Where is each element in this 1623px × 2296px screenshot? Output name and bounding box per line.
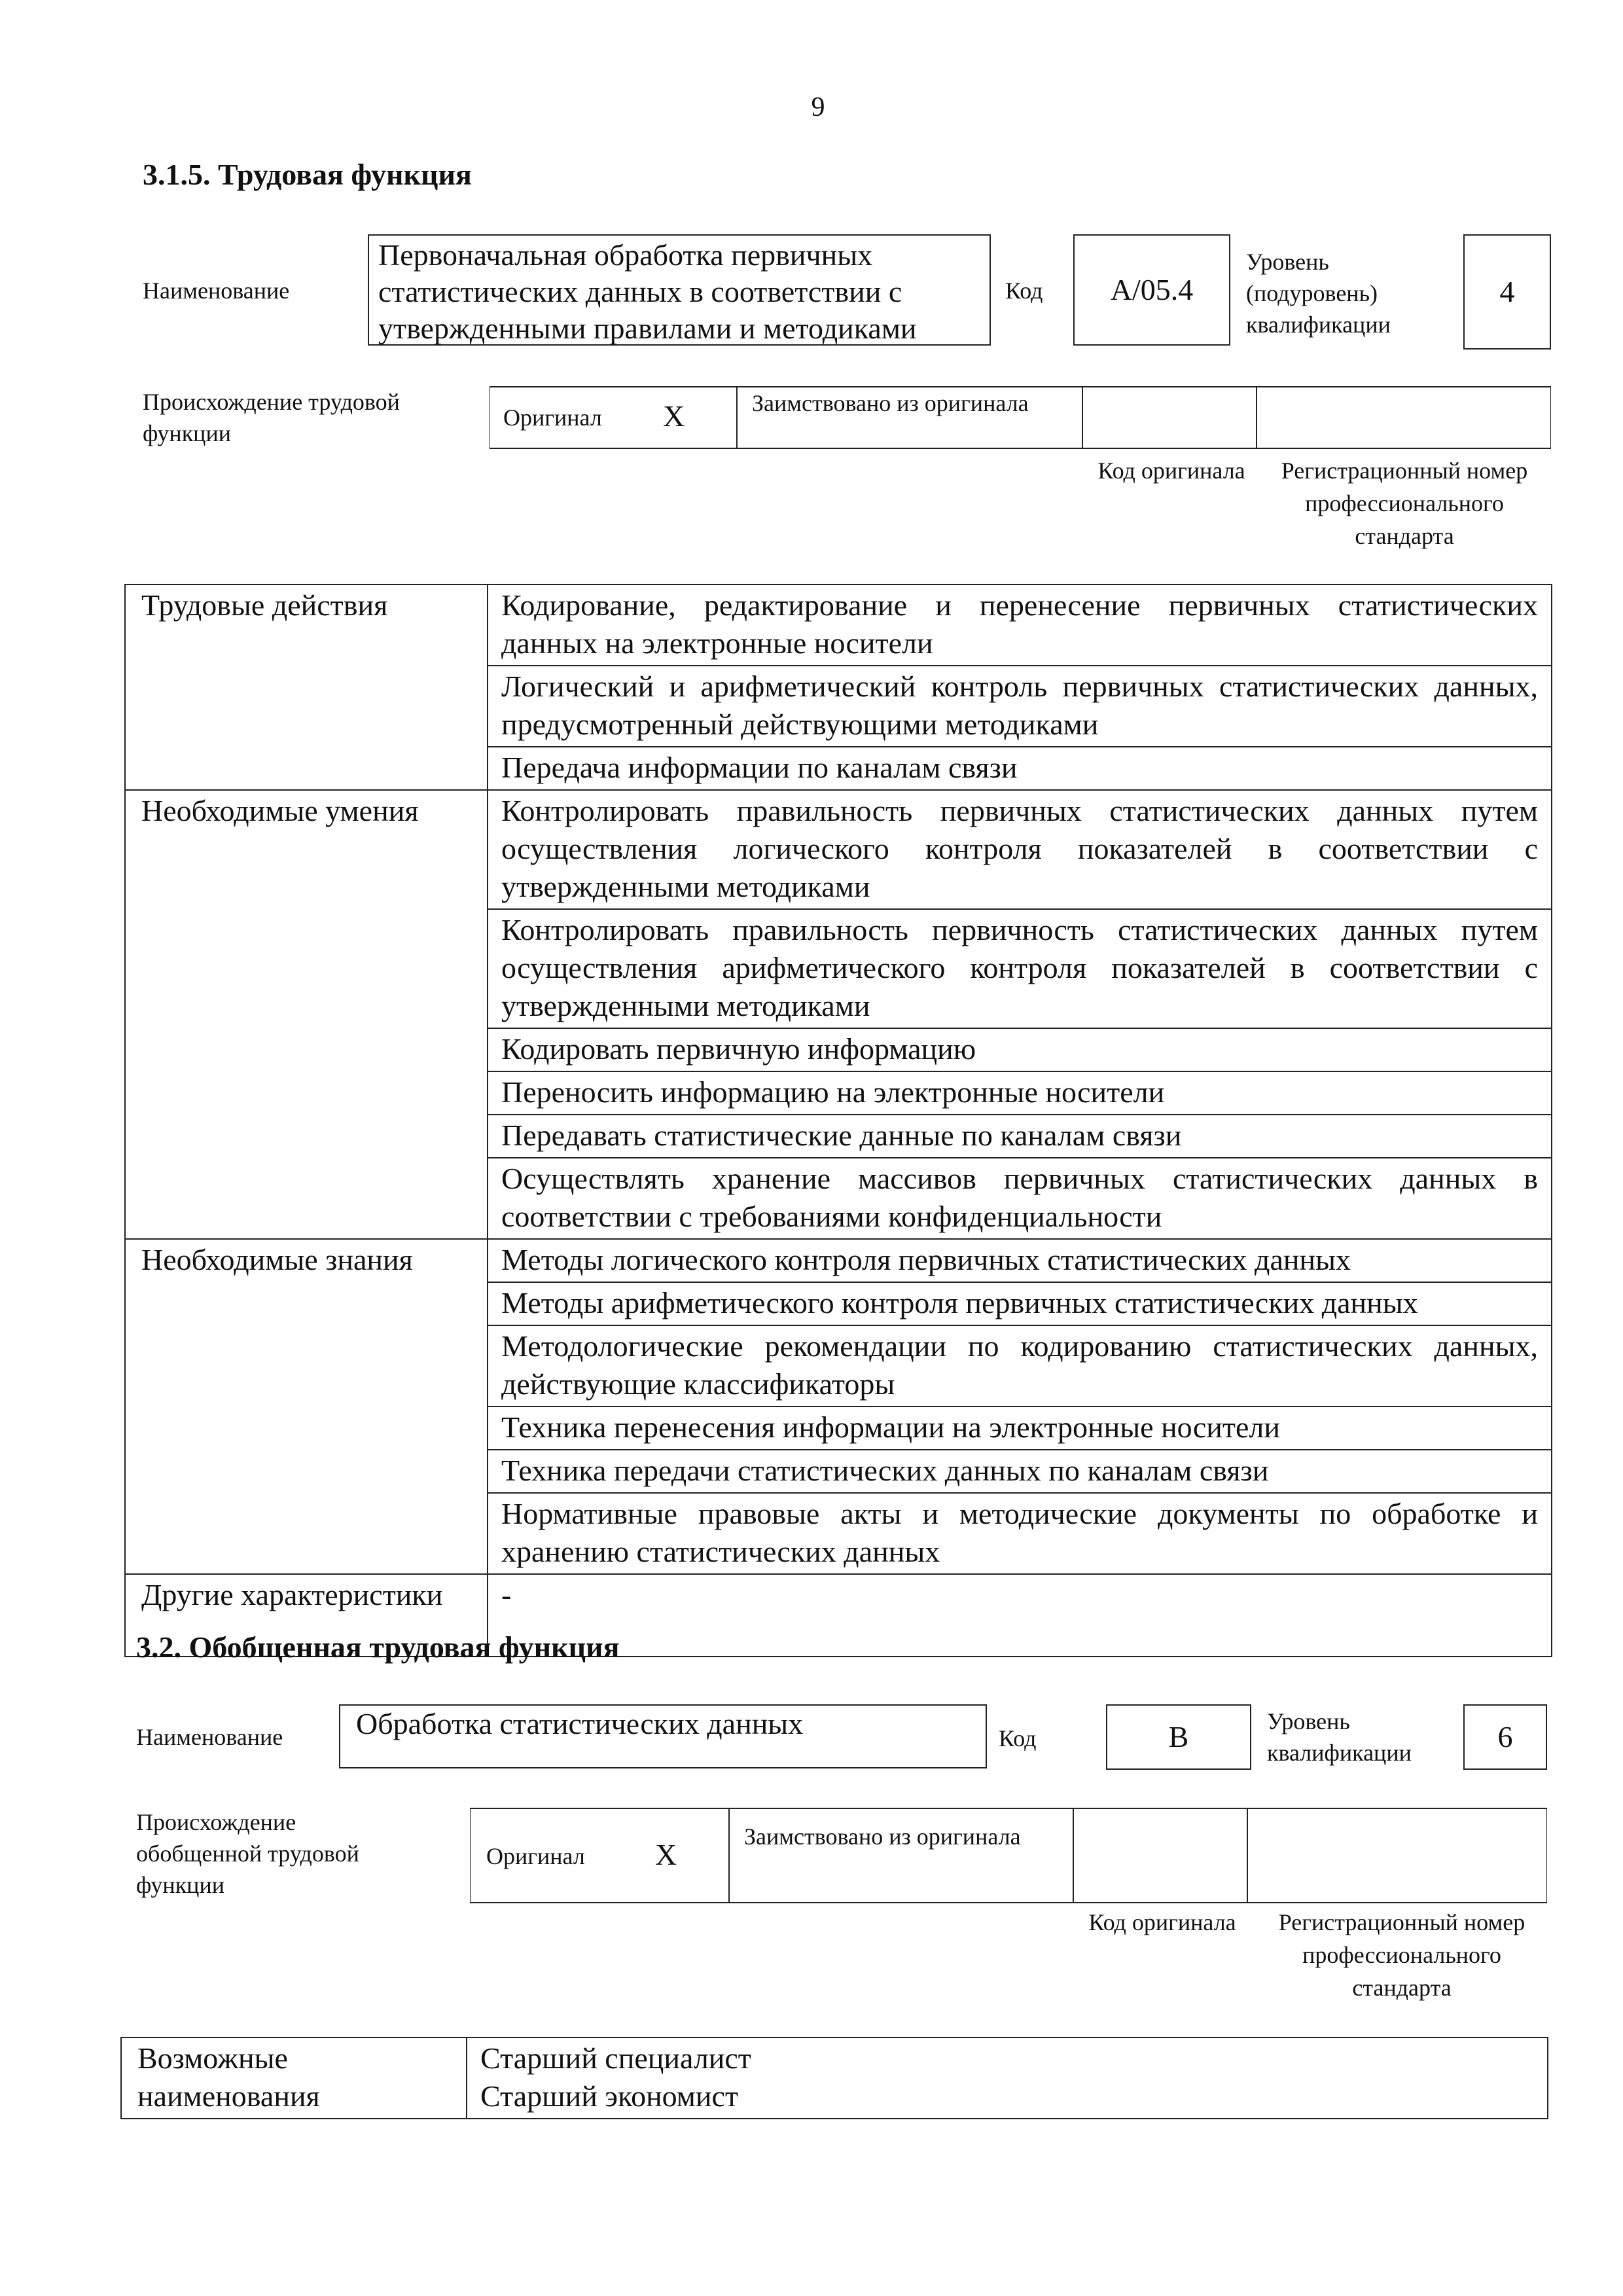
- row-head-actions: Трудовые действия: [125, 584, 488, 790]
- table-cell: Контролировать правильность первичность статистических данных путем осуществления арифметического контроля показателей в соответствии с утвержденными методиками: [488, 909, 1552, 1028]
- original-cell: [490, 386, 737, 449]
- table-cell: Логический и арифметический контроль первичных статистических данных, предусмотренный действующими методиками: [488, 666, 1552, 747]
- table-cell: Техника передачи статистических данных по каналам связи: [488, 1450, 1552, 1493]
- code-value: А/05.4: [1110, 273, 1194, 306]
- reg-number-cell: [1257, 386, 1551, 449]
- function-name-box: [368, 234, 991, 346]
- code-original-caption: Код оригинала: [1097, 457, 1245, 484]
- row-head-other: Другие характеристики: [125, 1574, 488, 1657]
- table-row: [125, 1239, 1552, 1282]
- code-label-2: Код: [999, 1725, 1037, 1751]
- section2-heading: 3.2. Обобщенная трудовая функция: [136, 1630, 620, 1664]
- origin-label-2: Происхождение обобщенной трудовой функции: [136, 1809, 359, 1898]
- table-cell: -: [488, 1574, 1552, 1657]
- table-cell: Техника перенесения информации на электронные носители: [488, 1407, 1552, 1450]
- table-cell: Нормативные правовые акты и методические документы по обработке и хранению статистических данных: [488, 1493, 1552, 1574]
- table-cell: Методы логического контроля первичных статистических данных: [488, 1239, 1552, 1282]
- original-label: Оригинал: [503, 404, 602, 431]
- original-code-cell: [1082, 386, 1257, 449]
- section-heading: 3.1.5. Трудовая функция: [143, 158, 472, 191]
- code-box: [1073, 234, 1230, 346]
- code-label: Код: [1005, 278, 1043, 304]
- table-cell: Переносить информацию на электронные носители: [488, 1071, 1552, 1115]
- level-box-2: [1463, 1704, 1547, 1770]
- borrowed-label: Заимствовано из оригинала: [752, 390, 1029, 416]
- borrowed-cell-2: [729, 1808, 1073, 1903]
- reg-number-cell-2: [1247, 1808, 1547, 1903]
- table-cell: Методы арифметического контроля первичных статистических данных: [488, 1282, 1552, 1325]
- original-mark-2: X: [655, 1838, 677, 1871]
- function-name-box-2: [339, 1704, 987, 1768]
- original-label-2: Оригинал: [486, 1843, 585, 1869]
- table-cell: Кодирование, редактирование и перенесение первичных статистических данных на электронные носители: [488, 584, 1552, 666]
- borrowed-cell: [737, 386, 1082, 449]
- code-value-2: В: [1168, 1720, 1189, 1753]
- possible-name: Старший специалист: [480, 2041, 751, 2075]
- possible-names-table: [120, 2037, 1548, 2119]
- possible-names-cell: [467, 2037, 1548, 2119]
- labor-function-table: [124, 584, 1552, 1657]
- table-cell: Кодировать первичную информацию: [488, 1028, 1552, 1071]
- code-box-2: [1106, 1704, 1251, 1770]
- table-row: [125, 790, 1552, 909]
- level-label: Уровень (подуровень) квалификации: [1246, 249, 1391, 338]
- origin-table-2: [470, 1808, 1547, 1903]
- reg-number-caption-2: Регистрационный номер профессионального стандарта: [1278, 1909, 1525, 2001]
- code-original-caption-2: Код оригинала: [1088, 1909, 1236, 1935]
- level-box: [1463, 234, 1551, 350]
- origin-label: Происхождение трудовой функции: [143, 389, 400, 446]
- table-cell: Осуществлять хранение массивов первичных статистических данных в соответствии с требованиями конфиденциальности: [488, 1158, 1552, 1239]
- table-cell: Контролировать правильность первичных статистических данных путем осуществления логического контроля показателей в соответствии с утвержденными методиками: [488, 790, 1552, 909]
- function-name-value: Первоначальная обработка первичных статистических данных в соответствии с утвержденными правилами и методиками: [378, 238, 917, 345]
- level-value: 4: [1499, 275, 1515, 308]
- original-cell-2: [470, 1808, 729, 1903]
- table-cell: Передавать статистические данные по каналам связи: [488, 1115, 1552, 1158]
- original-code-cell-2: [1073, 1808, 1247, 1903]
- function-name-value-2: Обработка статистических данных: [356, 1707, 804, 1740]
- name-label: Наименование: [143, 278, 290, 304]
- name-label-2: Наименование: [136, 1724, 283, 1750]
- borrowed-label-2: Заимствовано из оригинала: [744, 1823, 1021, 1850]
- table-cell: Методологические рекомендации по кодированию статистических данных, действующие классификаторы: [488, 1325, 1552, 1407]
- row-head-knowledge: Необходимые знания: [125, 1239, 488, 1574]
- original-mark: X: [663, 399, 685, 433]
- table-row: [125, 584, 1552, 666]
- page-number: 9: [811, 92, 825, 122]
- table-row: [121, 2037, 1548, 2119]
- possible-name: Старший экономист: [480, 2079, 739, 2113]
- row-head-skills: Необходимые умения: [125, 790, 488, 1239]
- level-value-2: 6: [1497, 1720, 1513, 1753]
- level-label-2: Уровень квалификации: [1267, 1708, 1412, 1766]
- table-cell: Передача информации по каналам связи: [488, 747, 1552, 790]
- possible-names-label: Возможные наименования: [121, 2037, 467, 2119]
- reg-number-caption: Регистрационный номер профессионального стандарта: [1281, 457, 1528, 549]
- origin-table: [490, 386, 1551, 449]
